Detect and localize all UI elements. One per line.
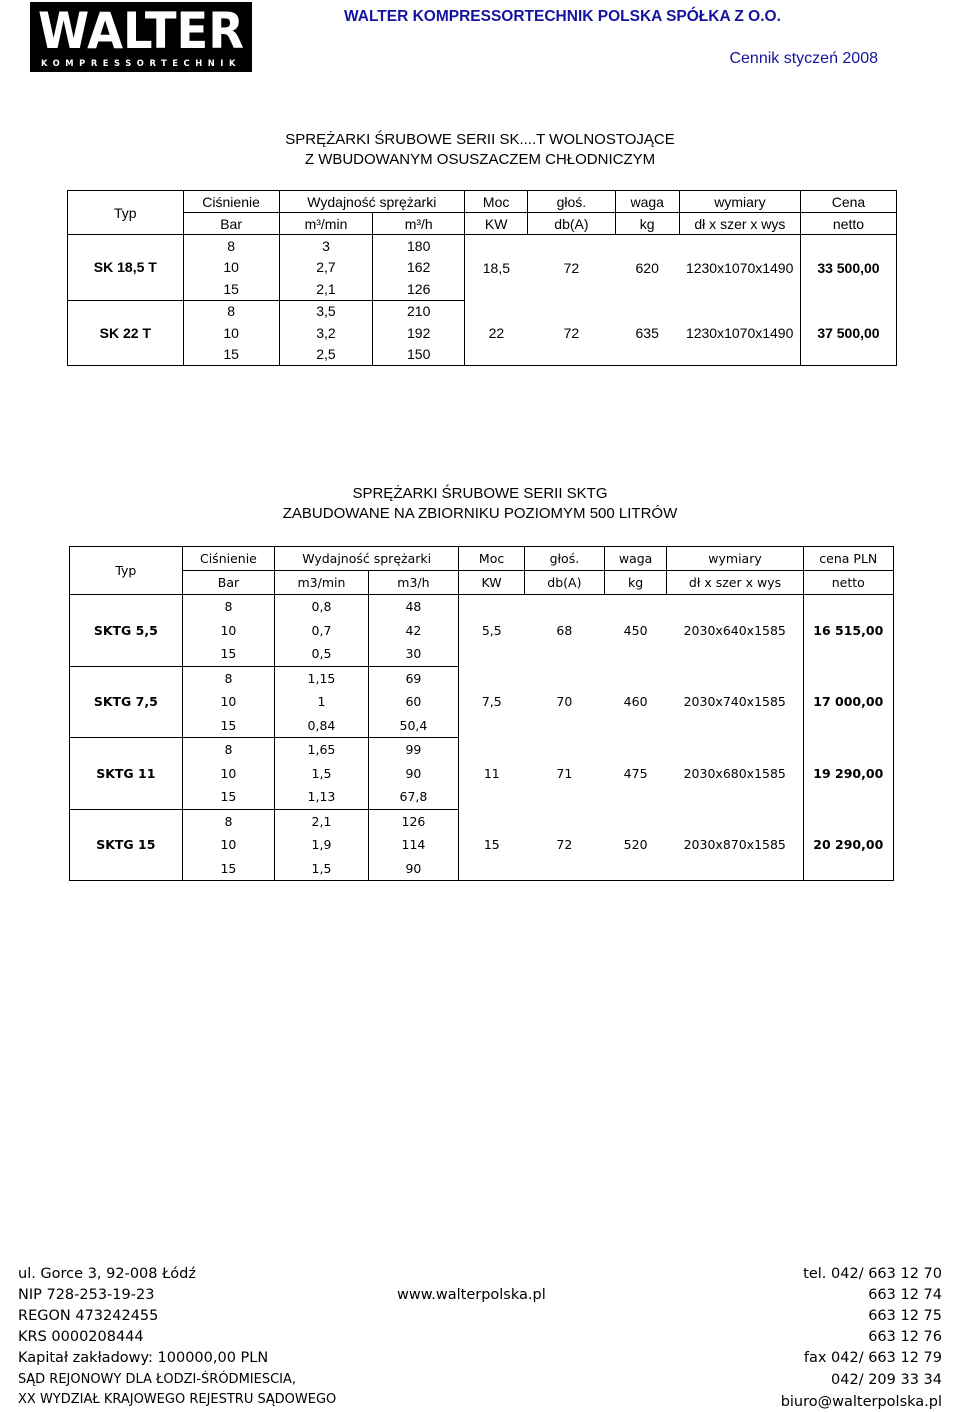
power-cell: 22 bbox=[465, 300, 528, 366]
power-cell: 18,5 bbox=[465, 235, 528, 301]
power-cell: 7,5 bbox=[459, 666, 525, 738]
company-name: WALTER KOMPRESSORTECHNIK POLSKA SPÓŁKA Z O.O. bbox=[344, 8, 781, 25]
footer-capital: Kapitał zakładowy: 100000,00 PLN bbox=[18, 1350, 269, 1366]
flow-m3h-cell: 48 bbox=[405, 599, 422, 615]
header-cena: cena PLN bbox=[803, 547, 893, 571]
flow-m3min-cell: 3,5 bbox=[279, 300, 373, 322]
header-dims: dł x szer x wys bbox=[679, 213, 800, 235]
dimensions-cell: 1230x1070x1490 bbox=[679, 235, 800, 301]
flow-m3min-cell: 2,1 bbox=[279, 278, 373, 300]
pressure-cell: 10 bbox=[182, 833, 275, 857]
header-wydajnosc: Wydajność sprężarki bbox=[279, 191, 464, 213]
section1-title bbox=[0, 130, 960, 170]
pressure-cell: 10 bbox=[183, 257, 279, 279]
price-cell: 16 515,00 bbox=[803, 595, 893, 667]
footer-phone-4: 663 12 76 bbox=[868, 1329, 942, 1345]
table-row bbox=[70, 738, 894, 762]
flow-m3min-cell: 1 bbox=[275, 690, 369, 714]
flow-m3h-cell: 99 bbox=[405, 742, 422, 758]
pressure-cell: 10 bbox=[182, 762, 275, 786]
power-cell: 15 bbox=[459, 809, 525, 881]
section2-title bbox=[0, 484, 960, 524]
header-netto: netto bbox=[803, 571, 893, 595]
flow-m3h-cell: 50,4 bbox=[368, 714, 458, 738]
header-m3min: m³/min bbox=[279, 213, 373, 235]
pressure-cell: 15 bbox=[182, 857, 275, 881]
table-row bbox=[70, 666, 894, 690]
pressure-cell: 8 bbox=[183, 235, 279, 257]
price-cell: 37 500,00 bbox=[800, 300, 896, 366]
logo-text: WALTER bbox=[38, 2, 244, 60]
power-cell: 5,5 bbox=[459, 595, 525, 667]
pressure-cell: 15 bbox=[183, 278, 279, 300]
flow-m3min-cell: 0,84 bbox=[275, 714, 369, 738]
header-typ: Typ bbox=[70, 547, 183, 595]
flow-m3h-cell: 150 bbox=[373, 344, 465, 366]
section1-title-line2: Z WBUDOWANYM OSUSZACZEM CHŁODNICZYM bbox=[304, 151, 656, 168]
pricelist-date: Cennik styczeń 2008 bbox=[729, 50, 878, 67]
header-typ: Typ bbox=[68, 191, 184, 235]
header-kg: kg bbox=[604, 571, 667, 595]
section2-title-line2: ZABUDOWANE NA ZBIORNIKU POZIOMYM 500 LITRÓW bbox=[282, 505, 678, 522]
pressure-cell: 10 bbox=[182, 619, 275, 643]
model-type: SK 18,5 T bbox=[68, 235, 184, 301]
section1-title-line1: SPRĘŻARKI ŚRUBOWE SERII SK....T WOLNOSTOJĄCE bbox=[285, 131, 675, 148]
dimensions-cell: 2030x740x1585 bbox=[667, 666, 803, 738]
pressure-cell: 15 bbox=[182, 714, 275, 738]
flow-m3min-cell: 1,15 bbox=[275, 666, 369, 690]
noise-cell: 70 bbox=[556, 694, 573, 710]
header-kw: KW bbox=[465, 213, 528, 235]
header-wymiary: wymiary bbox=[679, 191, 800, 213]
flow-m3h-cell: 210 bbox=[407, 303, 431, 320]
price-cell: 20 290,00 bbox=[803, 809, 893, 881]
flow-m3min-cell: 3,2 bbox=[279, 322, 373, 344]
weight-cell: 450 bbox=[623, 623, 648, 638]
flow-m3h-cell: 126 bbox=[401, 813, 426, 829]
flow-m3min-cell: 1,65 bbox=[275, 738, 369, 762]
dimensions-cell: 2030x680x1585 bbox=[667, 738, 803, 810]
flow-m3min-cell: 2,1 bbox=[275, 809, 369, 833]
footer-court: SĄD REJONOWY DLA ŁODZI-ŚRÓDMIESCIA, bbox=[18, 1372, 297, 1387]
footer-phone-2: 663 12 74 bbox=[868, 1287, 942, 1303]
flow-m3min-cell: 2,5 bbox=[279, 344, 373, 366]
header-waga: waga bbox=[615, 191, 679, 213]
pressure-cell: 8 bbox=[183, 300, 279, 322]
footer-fax: fax 042/ 663 12 79 bbox=[803, 1350, 942, 1366]
header-waga: waga bbox=[604, 547, 667, 571]
footer-register: XX WYDZIAŁ KRAJOWEGO REJESTRU SĄDOWEGO bbox=[18, 1392, 337, 1407]
table-header-row bbox=[68, 213, 897, 235]
pressure-cell: 10 bbox=[183, 322, 279, 344]
noise-cell: 72 bbox=[563, 259, 580, 276]
table-row bbox=[68, 300, 897, 322]
header-db: db(A) bbox=[525, 571, 605, 595]
pressure-cell: 8 bbox=[182, 738, 275, 762]
footer-regon: REGON 473242455 bbox=[18, 1308, 159, 1324]
flow-m3h-cell: 69 bbox=[405, 670, 422, 686]
table-row bbox=[68, 235, 897, 257]
header-kg: kg bbox=[615, 213, 679, 235]
flow-m3min-cell: 3 bbox=[279, 235, 373, 257]
header-m3min: m3/min bbox=[275, 571, 369, 595]
model-type: SKTG 11 bbox=[70, 738, 183, 810]
walter-logo bbox=[30, 2, 252, 72]
weight-cell: 460 bbox=[623, 694, 648, 710]
flow-m3h-cell: 192 bbox=[407, 324, 431, 341]
pressure-cell: 10 bbox=[182, 690, 275, 714]
table-row bbox=[70, 595, 894, 619]
flow-m3min-cell: 0,8 bbox=[275, 595, 369, 619]
footer-address: ul. Gorce 3, 92-008 Łódź bbox=[18, 1266, 196, 1282]
sktg-price-table bbox=[69, 546, 894, 881]
flow-m3h-cell: 30 bbox=[368, 642, 458, 666]
header-wydajnosc: Wydajność sprężarki bbox=[275, 547, 459, 571]
flow-m3min-cell: 1,5 bbox=[275, 762, 369, 786]
price-cell: 19 290,00 bbox=[803, 738, 893, 810]
model-type: SK 22 T bbox=[68, 300, 184, 366]
pressure-cell: 8 bbox=[182, 666, 275, 690]
logo-subtext: KOMPRESSORTECHNIK bbox=[41, 59, 241, 69]
flow-m3h-cell: 114 bbox=[401, 837, 426, 853]
table-header-row bbox=[70, 547, 894, 571]
pressure-cell: 15 bbox=[183, 344, 279, 366]
footer-email-link[interactable]: biuro@walterpolska.pl bbox=[780, 1394, 942, 1410]
pressure-cell: 8 bbox=[182, 595, 275, 619]
sk-price-table bbox=[67, 190, 897, 366]
weight-cell: 475 bbox=[623, 765, 648, 781]
pressure-cell: 8 bbox=[182, 809, 275, 833]
header-glos: głoś. bbox=[525, 547, 605, 571]
dimensions-cell: 2030x870x1585 bbox=[667, 809, 803, 881]
footer-nip: NIP 728-253-19-23 bbox=[18, 1287, 155, 1303]
section2-title-line1: SPRĘŻARKI ŚRUBOWE SERII SKTG bbox=[352, 485, 608, 502]
noise-cell: 72 bbox=[528, 300, 615, 366]
pressure-cell: 15 bbox=[182, 642, 275, 666]
header-bar: Bar bbox=[183, 213, 279, 235]
footer-website-link[interactable]: www.walterpolska.pl bbox=[397, 1287, 546, 1303]
model-type: SKTG 5,5 bbox=[70, 595, 183, 667]
noise-cell: 71 bbox=[556, 765, 573, 781]
header-glos: głoś. bbox=[528, 191, 615, 213]
flow-m3min-cell: 0,7 bbox=[275, 619, 369, 643]
flow-m3min-cell: 2,7 bbox=[279, 257, 373, 279]
header-cisnienie: Ciśnienie bbox=[182, 547, 275, 571]
footer-krs: KRS 0000208444 bbox=[18, 1329, 144, 1345]
header-netto: netto bbox=[800, 213, 896, 235]
price-cell: 33 500,00 bbox=[800, 235, 896, 301]
header-m3h: m³/h bbox=[373, 213, 465, 235]
header-cena: Cena bbox=[800, 191, 896, 213]
flow-m3min-cell: 0,5 bbox=[275, 642, 369, 666]
header-cisnienie: Ciśnienie bbox=[183, 191, 279, 213]
power-cell: 11 bbox=[459, 738, 525, 810]
flow-m3h-cell: 67,8 bbox=[368, 785, 458, 809]
header-moc: Moc bbox=[465, 191, 528, 213]
header-kw: KW bbox=[459, 571, 525, 595]
dimensions-cell: 1230x1070x1490 bbox=[679, 300, 800, 366]
dimensions-cell: 2030x640x1585 bbox=[667, 595, 803, 667]
header-moc: Moc bbox=[459, 547, 525, 571]
header-db: db(A) bbox=[528, 213, 615, 235]
weight-cell: 620 bbox=[635, 259, 659, 276]
flow-m3h-cell: 60 bbox=[405, 694, 422, 710]
footer-phone-3: 663 12 75 bbox=[868, 1308, 942, 1324]
flow-m3h-cell: 180 bbox=[407, 237, 431, 254]
price-cell: 17 000,00 bbox=[803, 666, 893, 738]
flow-m3h-cell: 162 bbox=[407, 259, 431, 276]
header-wymiary: wymiary bbox=[667, 547, 803, 571]
flow-m3h-cell: 90 bbox=[405, 765, 422, 781]
weight-cell: 635 bbox=[615, 300, 679, 366]
pressure-cell: 15 bbox=[182, 785, 275, 809]
flow-m3min-cell: 1,5 bbox=[275, 857, 369, 881]
footer-phone: tel. 042/ 663 12 70 bbox=[803, 1266, 942, 1282]
flow-m3h-cell: 42 bbox=[405, 622, 422, 638]
flow-m3h-cell: 126 bbox=[373, 278, 465, 300]
footer-fax-2: 042/ 209 33 34 bbox=[831, 1372, 942, 1388]
header-bar: Bar bbox=[182, 571, 275, 595]
flow-m3h-cell: 90 bbox=[368, 857, 458, 881]
noise-cell: 68 bbox=[556, 623, 573, 638]
header-m3h: m3/h bbox=[368, 571, 458, 595]
table-row bbox=[70, 809, 894, 833]
model-type: SKTG 15 bbox=[70, 809, 183, 881]
footer bbox=[0, 1262, 960, 1412]
table-header-row bbox=[70, 571, 894, 595]
header-dims: dł x szer x wys bbox=[667, 571, 803, 595]
table-header-row bbox=[68, 191, 897, 213]
flow-m3min-cell: 1,13 bbox=[275, 785, 369, 809]
weight-cell: 520 bbox=[604, 809, 667, 881]
flow-m3min-cell: 1,9 bbox=[275, 833, 369, 857]
model-type: SKTG 7,5 bbox=[70, 666, 183, 738]
noise-cell: 72 bbox=[525, 809, 605, 881]
